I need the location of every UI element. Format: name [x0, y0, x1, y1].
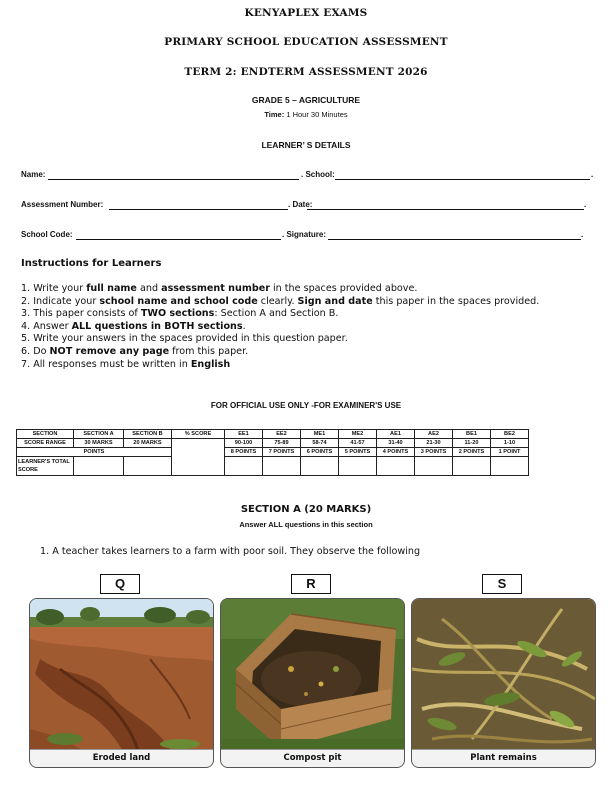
instruction-text: in the spaces provided above. [269, 283, 418, 294]
compost-pit-image [220, 598, 405, 768]
instruction-text: Sign and date [297, 295, 373, 307]
code-signature-row [21, 230, 593, 242]
instruction-number: 7. [21, 358, 34, 370]
table-cell: 4 POINTS [377, 448, 415, 457]
figure-label-r: R [291, 574, 331, 594]
signature-field[interactable] [328, 239, 581, 240]
assessment-number-label: Assessment Number: [21, 200, 104, 209]
instruction-item [21, 283, 601, 296]
grade-subject: GRADE 5 – AGRICULTURE [251, 95, 361, 105]
table-cell: EE1 [225, 430, 263, 439]
table-cell: 8 POINTS [225, 448, 263, 457]
table-cell: 3 POINTS [415, 448, 453, 457]
table-cell [339, 457, 377, 476]
time-label: Time: [264, 110, 285, 119]
instruction-text: full name [86, 283, 137, 294]
date-label: . Date: [288, 200, 313, 209]
table-cell: BE1 [453, 430, 491, 439]
time-line [0, 110, 612, 119]
eroded-land-caption: Eroded land [30, 749, 213, 767]
table-cell: BE2 [491, 430, 529, 439]
figure-label-q: Q [100, 574, 140, 594]
table-cell [377, 457, 415, 476]
instructions-list [21, 283, 601, 371]
table-row [17, 448, 529, 457]
name-label: Name: [21, 170, 46, 179]
school-code-label: School Code: [21, 230, 73, 239]
instruction-item [21, 308, 601, 321]
question-1-text: 1. A teacher takes learners to a farm with poor soil. They observe the following [40, 546, 421, 557]
row-end-dot: . [584, 200, 587, 209]
plant-remains-caption: Plant remains [412, 749, 595, 767]
table-row [17, 457, 529, 476]
table-cell: 2 POINTS [453, 448, 491, 457]
table-cell: 21-30 [415, 439, 453, 448]
table-cell: SECTION [17, 430, 74, 439]
name-field[interactable] [48, 179, 299, 180]
table-cell: EE2 [263, 430, 301, 439]
instruction-number: 1. [21, 283, 34, 294]
table-cell [225, 457, 263, 476]
term-title: TERM 2: ENDTERM ASSESSMENT 2026 [184, 66, 428, 78]
table-cell: 20 MARKS [124, 439, 172, 448]
time-value: 1 Hour 30 Minutes [286, 110, 348, 119]
score-table [16, 429, 529, 476]
instruction-text: and [136, 283, 162, 294]
table-cell: 1 POINT [491, 448, 529, 457]
instruction-item [21, 346, 601, 359]
table-cell: LEARNER'S TOTAL SCORE [17, 457, 74, 476]
table-cell: AE2 [415, 430, 453, 439]
section-b-score-cell[interactable] [124, 457, 172, 476]
table-cell [415, 457, 453, 476]
table-cell: % SCORE [172, 430, 225, 439]
table-cell: ME2 [339, 430, 377, 439]
table-cell: SECTION B [124, 430, 172, 439]
instructions-title: Instructions for Learners [21, 258, 162, 269]
table-cell [301, 457, 339, 476]
instruction-text: Answer [33, 320, 72, 332]
table-cell: SECTION A [74, 430, 124, 439]
instruction-text: NOT remove any page [49, 345, 170, 357]
instruction-text: Write your [33, 283, 87, 294]
table-cell: 41-57 [339, 439, 377, 448]
figure-label-s: S [482, 574, 522, 594]
table-row [17, 439, 529, 448]
percent-score-cell[interactable] [172, 439, 225, 476]
eroded-land-illustration [30, 599, 213, 767]
school-label: . School: [301, 170, 335, 179]
section-a-title: SECTION A (20 MARKS) [240, 504, 372, 515]
row-end-dot: . [591, 170, 594, 179]
table-cell: POINTS [17, 448, 172, 457]
instruction-text: This paper consists of [33, 308, 141, 320]
signature-label: . Signature: [282, 230, 327, 239]
instruction-text: All responses must be written in [33, 358, 191, 370]
table-cell: ME1 [301, 430, 339, 439]
instruction-text: ALL questions in BOTH sections [71, 320, 243, 332]
table-row [17, 430, 529, 439]
instruction-text: Indicate your [33, 295, 100, 307]
instruction-number: 3. [21, 308, 34, 320]
eroded-land-image [29, 598, 214, 768]
table-cell: SCORE RANGE [17, 439, 74, 448]
instruction-number: 6. [21, 345, 34, 357]
instruction-text: . [242, 320, 246, 332]
table-cell: 1-10 [491, 439, 529, 448]
instruction-text: from this paper. [169, 345, 249, 357]
instruction-item [21, 321, 601, 334]
compost-pit-caption: Compost pit [221, 749, 404, 767]
table-cell: 7 POINTS [263, 448, 301, 457]
assessment-date-row [21, 200, 593, 212]
table-cell: 30 MARKS [74, 439, 124, 448]
plant-remains-illustration [412, 599, 595, 767]
table-cell: 31-40 [377, 439, 415, 448]
instruction-number: 5. [21, 333, 34, 345]
instruction-item [21, 296, 601, 309]
section-a-subtitle: Answer ALL questions in this section [239, 520, 373, 529]
table-cell: 90-100 [225, 439, 263, 448]
instruction-text: this paper in the spaces provided. [372, 295, 540, 307]
plant-remains-image [411, 598, 596, 768]
instruction-text: TWO sections [140, 308, 215, 320]
instruction-item [21, 359, 601, 372]
table-cell [263, 457, 301, 476]
assessment-number-field[interactable] [109, 209, 288, 210]
table-cell: 75-89 [263, 439, 301, 448]
table-cell [491, 457, 529, 476]
table-cell [453, 457, 491, 476]
table-cell: 58-74 [301, 439, 339, 448]
school-code-field[interactable] [76, 239, 281, 240]
instruction-text: assessment number [161, 283, 270, 294]
instruction-text: school name and school code [99, 295, 258, 307]
name-school-row [21, 170, 593, 182]
table-cell: 6 POINTS [301, 448, 339, 457]
section-a-score-cell[interactable] [74, 457, 124, 476]
table-cell: 5 POINTS [339, 448, 377, 457]
instruction-text: Write your answers in the spaces provided in this question paper. [33, 333, 348, 345]
instruction-number: 4. [21, 320, 34, 332]
exam-body-title: KENYAPLEX EXAMS [244, 7, 368, 19]
instruction-number: 2. [21, 295, 34, 307]
assessment-title: PRIMARY SCHOOL EDUCATION ASSESSMENT [164, 36, 448, 48]
instruction-text: : Section A and Section B. [214, 308, 339, 320]
learner-details-title: LEARNER’ S DETAILS [261, 140, 351, 150]
instruction-text: clearly. [257, 295, 298, 307]
compost-pit-illustration [221, 599, 404, 767]
table-cell: 11-20 [453, 439, 491, 448]
table-cell: AE1 [377, 430, 415, 439]
official-use-title: FOR OFFICIAL USE ONLY -FOR EXAMINER'S USE [210, 401, 402, 410]
date-field[interactable] [307, 209, 584, 210]
row-end-dot: . [581, 230, 584, 239]
instruction-text: English [190, 358, 231, 370]
instruction-item [21, 333, 601, 346]
instruction-text: Do [33, 345, 50, 357]
school-field[interactable] [335, 179, 590, 180]
